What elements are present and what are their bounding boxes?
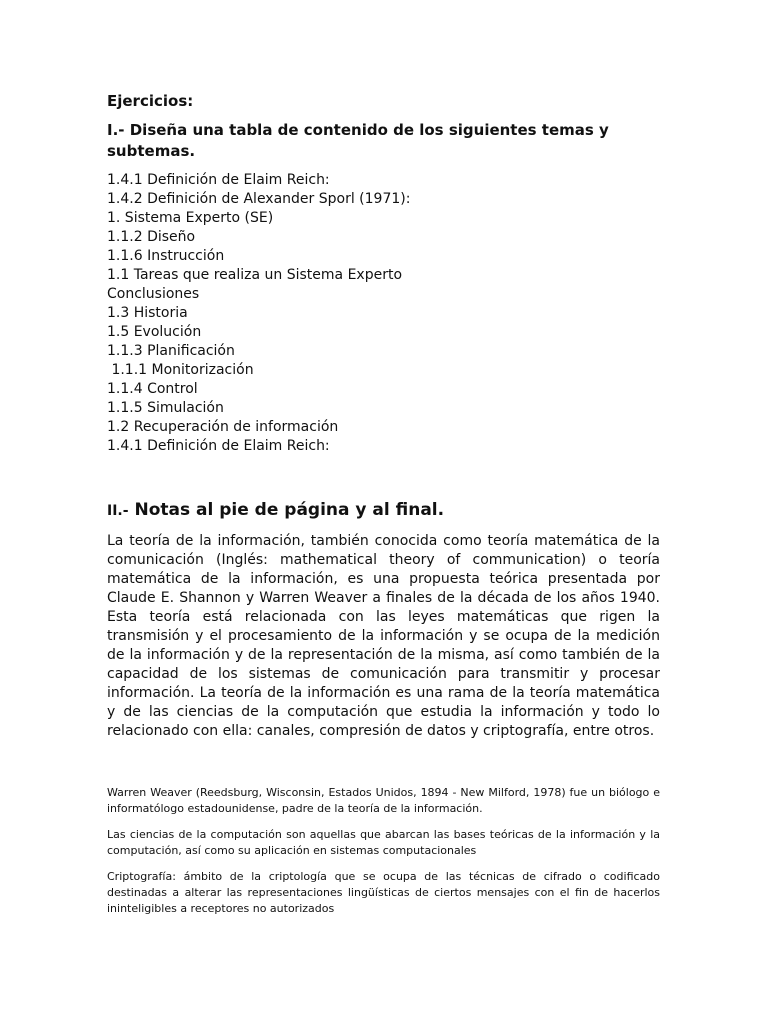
- topic-list: [107, 171, 660, 456]
- footnote: Las ciencias de la computación son aquellas que abarcan las bases teóricas de la información y la computación, así como su aplicación en sistemas computacionales: [107, 828, 660, 857]
- list-item: 1. Sistema Experto (SE): [107, 210, 274, 226]
- exercise-ii-title: Notas al pie de página y al final.: [128, 500, 445, 520]
- list-item: 1.2 Recuperación de información: [107, 419, 339, 435]
- list-item: 1.4.1 Definición de Elaim Reich:: [107, 438, 330, 454]
- list-item: 1.1 Tareas que realiza un Sistema Experto: [107, 267, 403, 283]
- exercise-ii-heading: [107, 499, 660, 522]
- document-page: [107, 91, 660, 927]
- ejercicios-heading: Ejercicios:: [107, 92, 194, 110]
- footnote: Criptografía: ámbito de la criptología que se ocupa de las técnicas de cifrado o codificado destinadas a alterar las representaciones lingüísticas de ciertos mensajes con el fin de hacerlos ininteligibles a receptores no autorizados: [107, 870, 660, 915]
- list-item: 1.1.2 Diseño: [107, 229, 196, 245]
- list-item: 1.1.4 Control: [107, 381, 198, 397]
- body-paragraph: La teoría de la información, también conocida como teoría matemática de la comunicación (Inglés: mathematical theory of communication) o teoría matemática de la información, es una propuesta teórica presentada por Claude E. Shannon y Warren Weaver a finales de la década de los años 1940. Esta teoría está relacionada con las leyes matemáticas que rigen la transmisión y el procesamiento de la información y se ocupa de la medición de la información y de la representación de la misma, así como también de la capacidad de los sistemas de comunicación para transmitir y procesar información. La teoría de la información es una rama de la teoría matemática y de las ciencias de la computación que estudia la información y todo lo relacionado con ella: canales, compresión de datos y criptografía, entre otros.: [107, 533, 660, 739]
- footnote: Warren Weaver (Reedsburg, Wisconsin, Estados Unidos, 1894 - New Milford, 1978) fue un biólogo e informatólogo estadounidense, padre de la teoría de la información.: [107, 786, 660, 815]
- list-item: Conclusiones: [107, 286, 200, 302]
- list-item: 1.1.5 Simulación: [107, 400, 224, 416]
- list-item: 1.1.6 Instrucción: [107, 248, 225, 264]
- list-item: 1.4.1 Definición de Elaim Reich:: [107, 172, 330, 188]
- footnotes: [107, 785, 660, 917]
- roman-numeral: II.-: [107, 503, 129, 519]
- list-item: 1.1.3 Planificación: [107, 343, 235, 359]
- list-item: 1.5 Evolución: [107, 324, 202, 340]
- list-item: 1.4.2 Definición de Alexander Sporl (1971):: [107, 191, 411, 207]
- list-item: 1.1.1 Monitorización: [107, 362, 254, 378]
- exercise-i-heading: I.- Diseña una tabla de contenido de los siguientes temas y subtemas.: [107, 121, 609, 160]
- list-item: 1.3 Historia: [107, 305, 188, 321]
